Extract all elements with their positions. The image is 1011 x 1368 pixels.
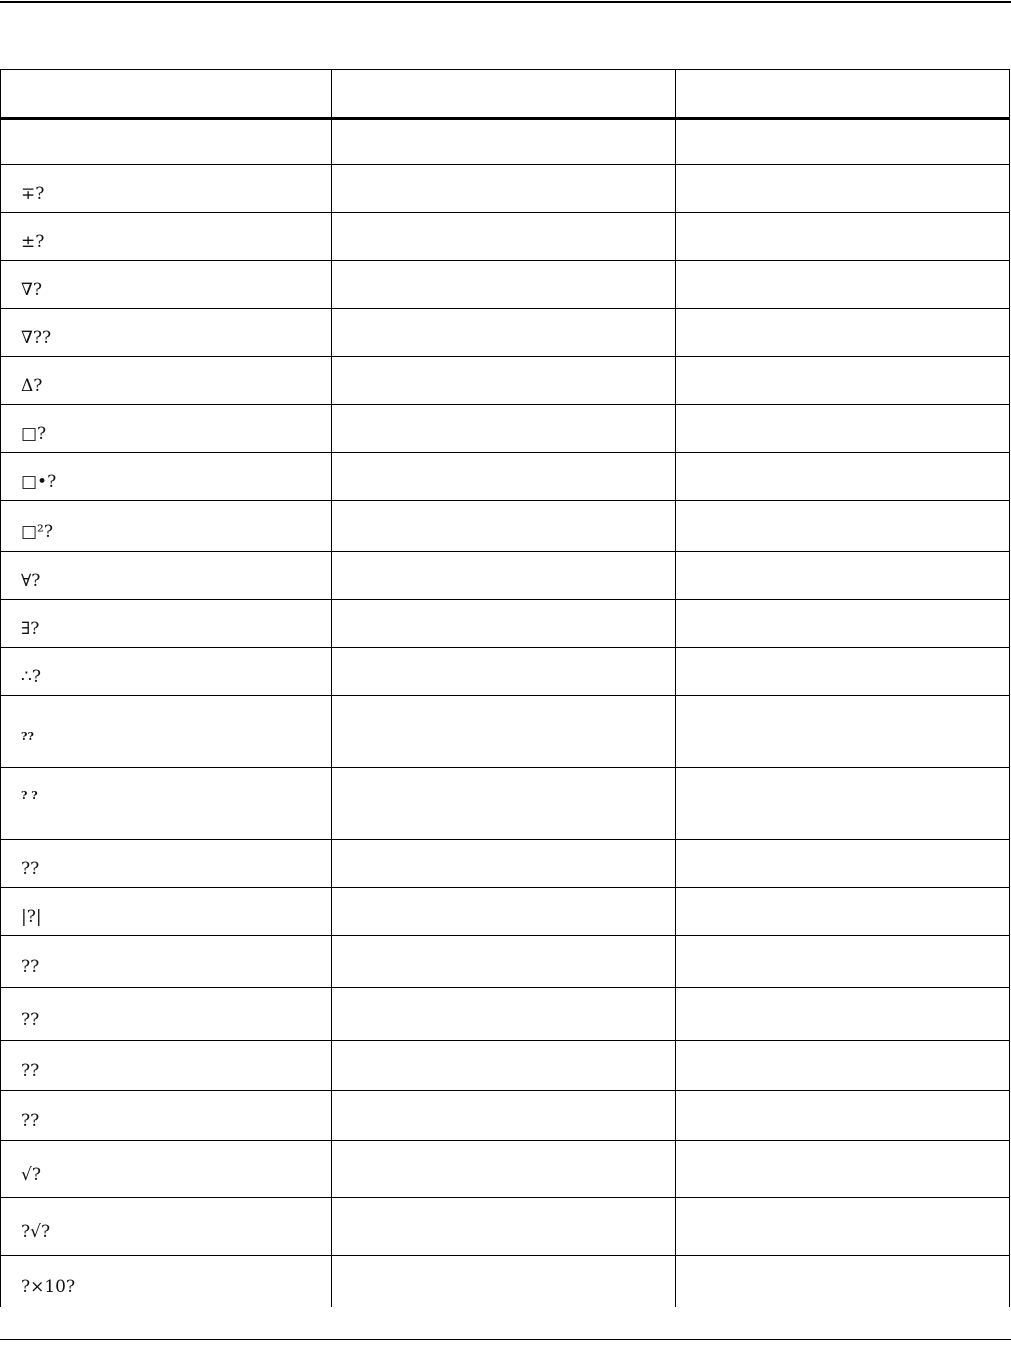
table-row <box>1 452 1009 500</box>
table-row <box>1 839 1009 887</box>
symbol: ∀? <box>21 571 41 591</box>
top-rule <box>0 1 1011 3</box>
symbol: ∴? <box>21 667 41 687</box>
symbol: ∇? <box>21 280 42 300</box>
bottom-rule <box>0 1339 1011 1340</box>
table-row <box>1 695 1009 767</box>
table-row <box>1 260 1009 308</box>
table-row <box>1 212 1009 260</box>
table-row <box>1 1140 1009 1197</box>
table-header-row <box>1 69 1009 117</box>
symbol: ?? <box>21 1111 40 1131</box>
symbol: ∇?? <box>21 328 52 348</box>
symbol: ∃? <box>21 619 40 639</box>
table-row <box>1 987 1009 1040</box>
symbol: □? <box>21 424 47 444</box>
symbol: ?? <box>21 859 40 879</box>
header-cell <box>1 70 332 117</box>
table-row <box>1 1255 1009 1307</box>
table-row <box>1 164 1009 212</box>
header-cell <box>676 70 1009 117</box>
symbol: ?? <box>21 730 34 744</box>
symbol: ?? <box>21 1009 40 1030</box>
symbol: |?| <box>21 907 42 927</box>
symbol: ?? <box>21 957 40 977</box>
table-row <box>1 1090 1009 1140</box>
table-row <box>1 767 1009 839</box>
symbol: ?√? <box>21 1222 51 1242</box>
header-cell <box>332 70 676 117</box>
symbol: √? <box>21 1164 41 1185</box>
table-row <box>1 1040 1009 1090</box>
symbol: ?×10? <box>21 1277 76 1297</box>
table-row <box>1 404 1009 452</box>
table-row <box>1 356 1009 404</box>
symbol: Δ? <box>21 376 43 396</box>
symbol: ∓? <box>21 184 45 204</box>
table-row <box>1 599 1009 647</box>
symbol: □•? <box>21 472 57 492</box>
table-row <box>1 117 1009 164</box>
table-row <box>1 887 1009 935</box>
table-row <box>1 1197 1009 1255</box>
table-row <box>1 647 1009 695</box>
symbol: ?? <box>21 1061 40 1081</box>
symbol: ±? <box>21 232 45 252</box>
table-row <box>1 308 1009 356</box>
table-row <box>1 551 1009 599</box>
symbol: □²? <box>21 521 53 542</box>
table-row <box>1 935 1009 987</box>
symbol: ? ? <box>21 789 38 802</box>
symbol-table <box>0 69 1010 1307</box>
table-row <box>1 500 1009 551</box>
